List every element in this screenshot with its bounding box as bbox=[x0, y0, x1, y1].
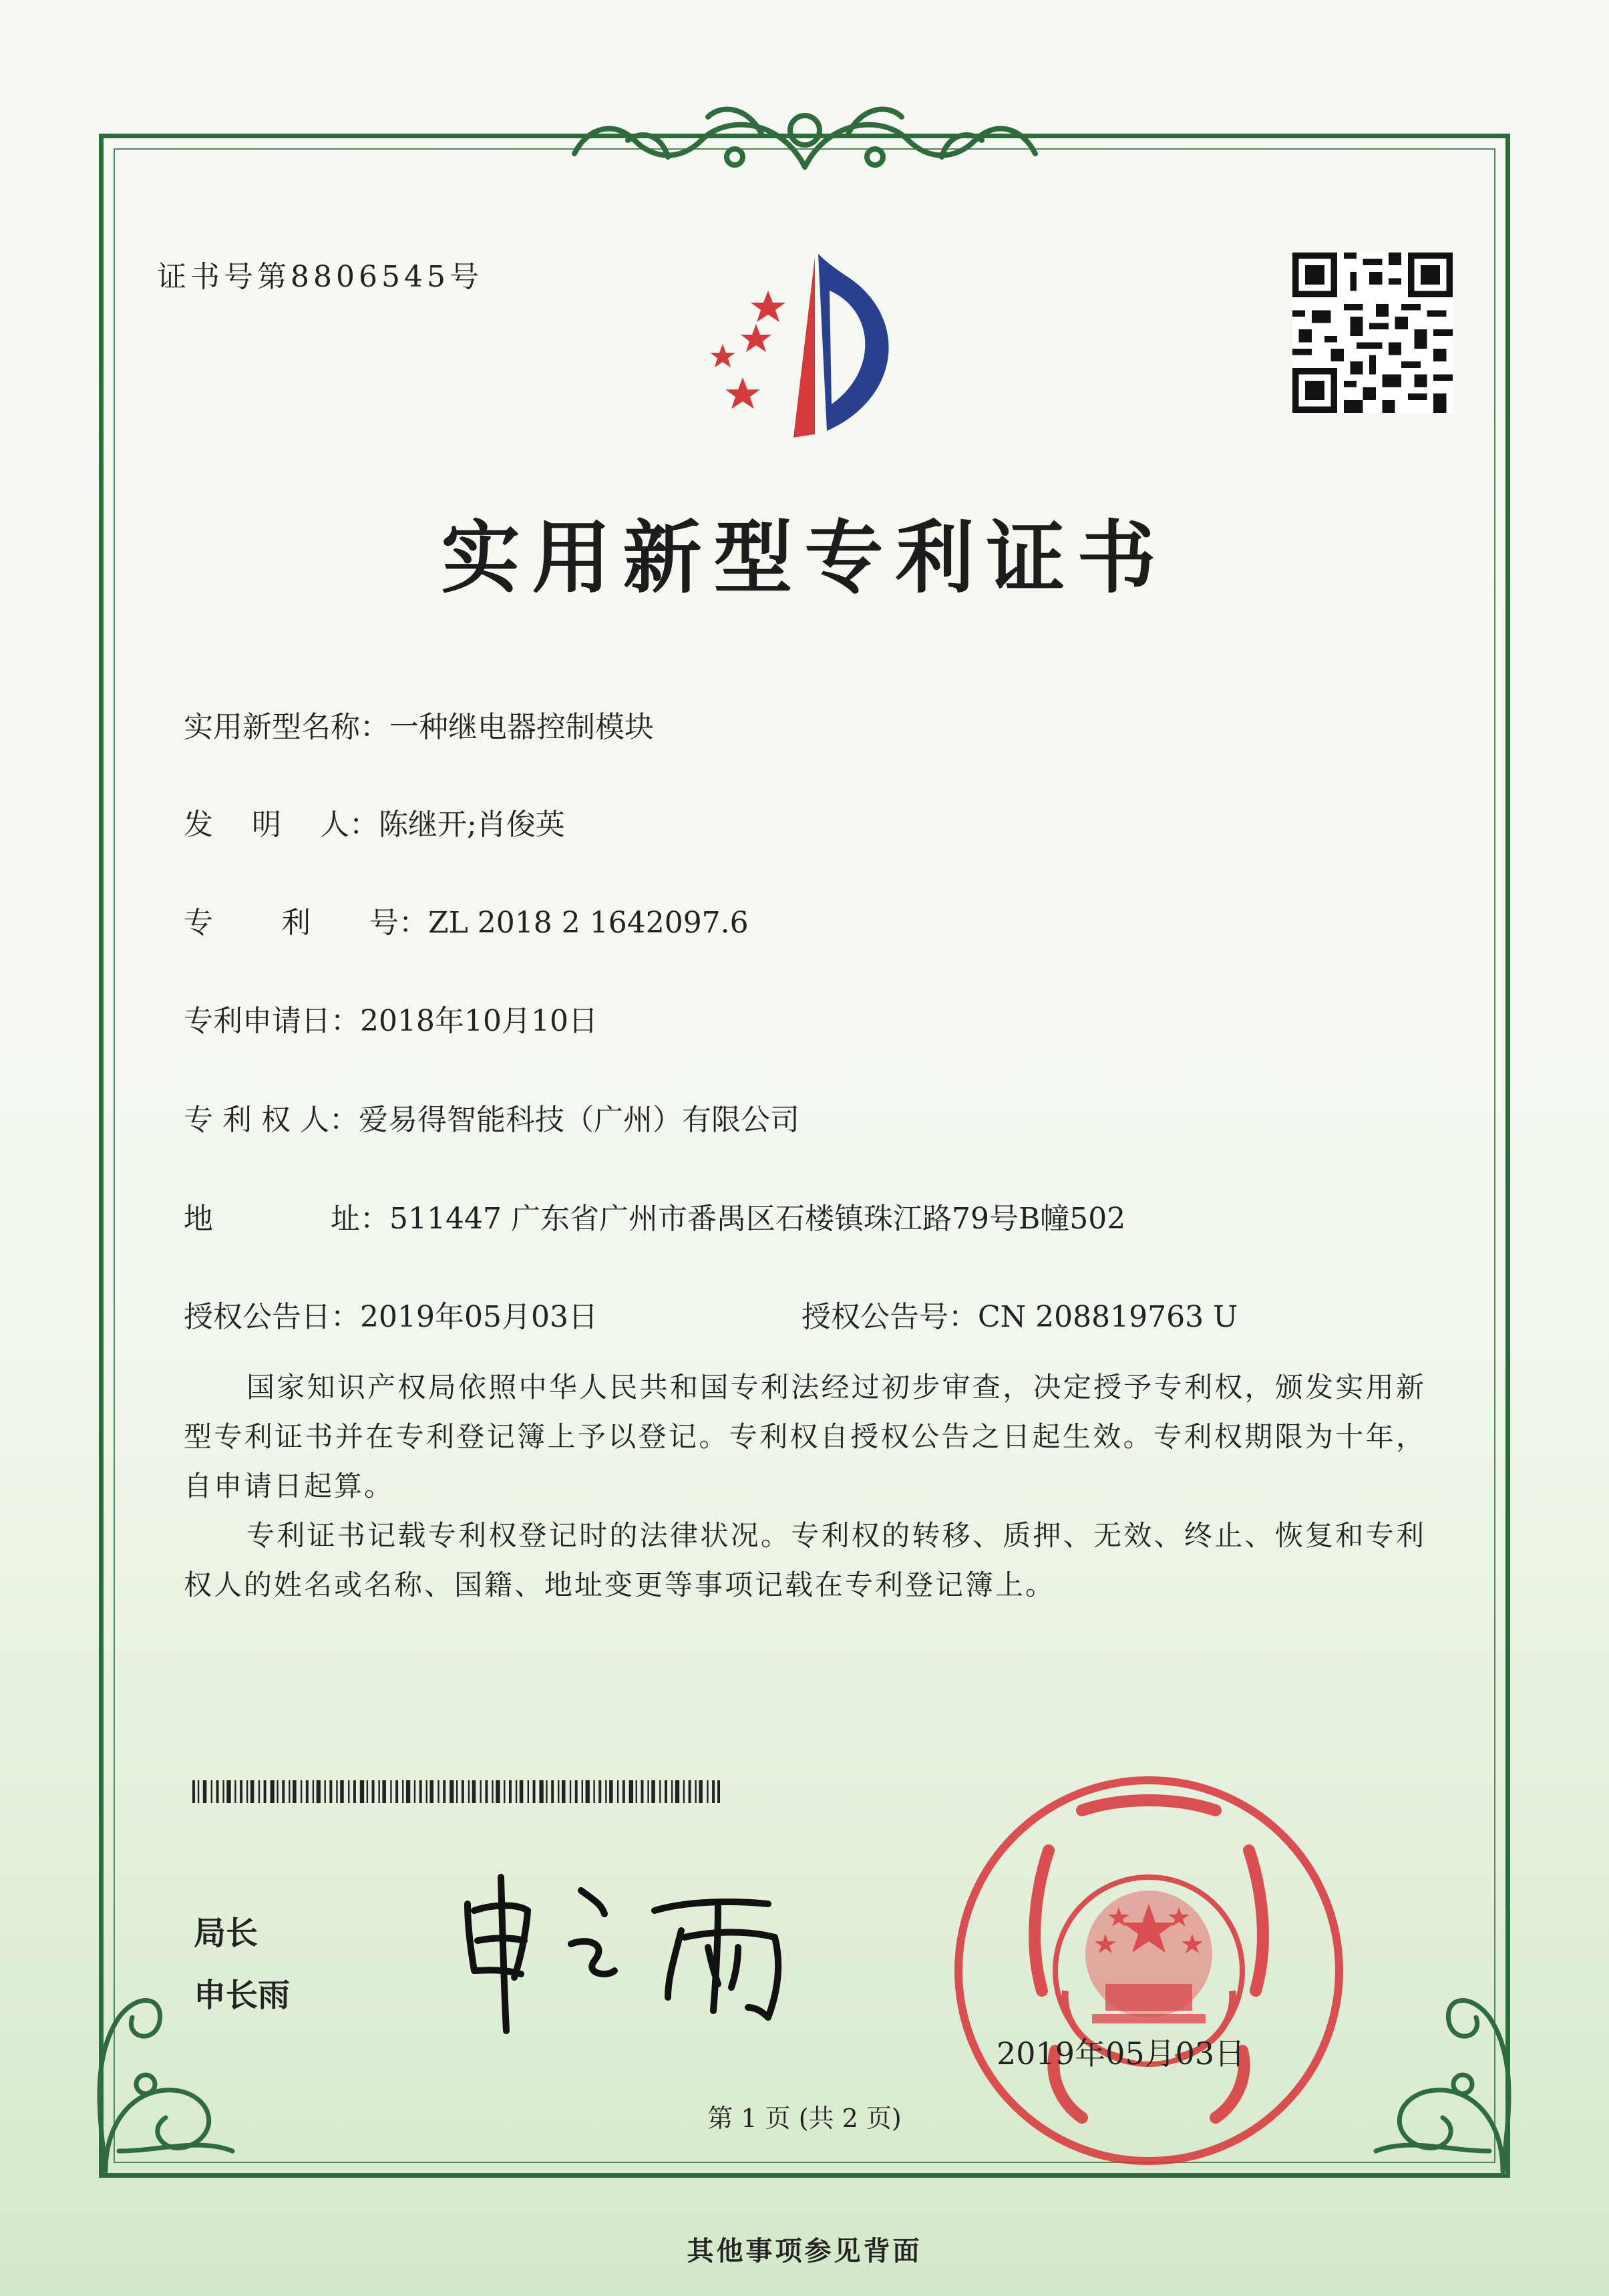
grant-paragraph: 国家知识产权局依照中华人民共和国专利法经过初步审查，决定授予专利权，颁发实用新型专利证书并在专利登记簿上予以登记。专利权自授权公告之日起生效。专利权期限为十年，自申请日起算。 bbox=[184, 1371, 1426, 1502]
field-patentee bbox=[184, 1096, 799, 1138]
patent-office-emblem-icon bbox=[681, 244, 948, 444]
field-label: 授权公告日： bbox=[184, 1300, 360, 1334]
director-title: 局长 bbox=[194, 1915, 258, 1952]
bottom-note: 其他事项参见背面 bbox=[687, 2235, 922, 2267]
page-indicator: 第 1 页 (共 2 页) bbox=[707, 2104, 902, 2133]
field-label: 实用新型名称： bbox=[184, 710, 389, 744]
field-announcement-number bbox=[801, 1293, 1238, 1335]
field-value: 一种继电器控制模块 bbox=[389, 710, 654, 744]
bottom-right-ornament-icon bbox=[1356, 1951, 1530, 2178]
field-label: 专 利 权 人： bbox=[184, 1103, 359, 1137]
field-value: 2018年10月10日 bbox=[360, 1004, 598, 1038]
field-application-date bbox=[184, 997, 598, 1039]
seal-date: 2019年05月03日 bbox=[997, 2035, 1246, 2072]
field-patent-number bbox=[184, 898, 749, 941]
field-label: 专利申请日： bbox=[184, 1004, 360, 1038]
field-value: 陈继开;肖俊英 bbox=[378, 808, 565, 842]
certificate-title: 实用新型专利证书 bbox=[441, 511, 1168, 604]
field-value: 爱易得智能科技（广州）有限公司 bbox=[358, 1103, 799, 1137]
qr-code-icon bbox=[1292, 253, 1453, 413]
barcode-icon bbox=[192, 1780, 720, 1803]
field-label: 地 址： bbox=[184, 1202, 389, 1236]
field-inventor bbox=[184, 800, 565, 843]
field-value: ZL 2018 2 1642097.6 bbox=[428, 906, 749, 940]
field-utility-model-name bbox=[184, 703, 654, 746]
field-label: 授权公告号： bbox=[801, 1300, 978, 1334]
field-value: 2019年05月03日 bbox=[360, 1300, 598, 1334]
field-value: 511447 广东省广州市番禺区石楼镇珠江路79号B幢502 bbox=[389, 1202, 1126, 1236]
director-name: 申长雨 bbox=[194, 1977, 291, 2014]
legal-status-paragraph: 专利证书记载专利权登记时的法律状况。专利权的转移、质押、无效、终止、恢复和专利权人的姓名或名称、国籍、地址变更等事项记载在专利登记簿上。 bbox=[184, 1519, 1426, 1601]
field-label: 专 利 号： bbox=[184, 906, 428, 940]
handwritten-signature-icon bbox=[454, 1864, 828, 2037]
field-label: 发 明 人： bbox=[184, 808, 379, 842]
field-address bbox=[184, 1194, 1125, 1237]
field-announcement-date bbox=[184, 1293, 598, 1335]
top-ornament-icon bbox=[561, 94, 1049, 187]
certificate-number: 证书号第8806545号 bbox=[157, 260, 483, 294]
field-value: CN 208819763 U bbox=[978, 1300, 1238, 1334]
